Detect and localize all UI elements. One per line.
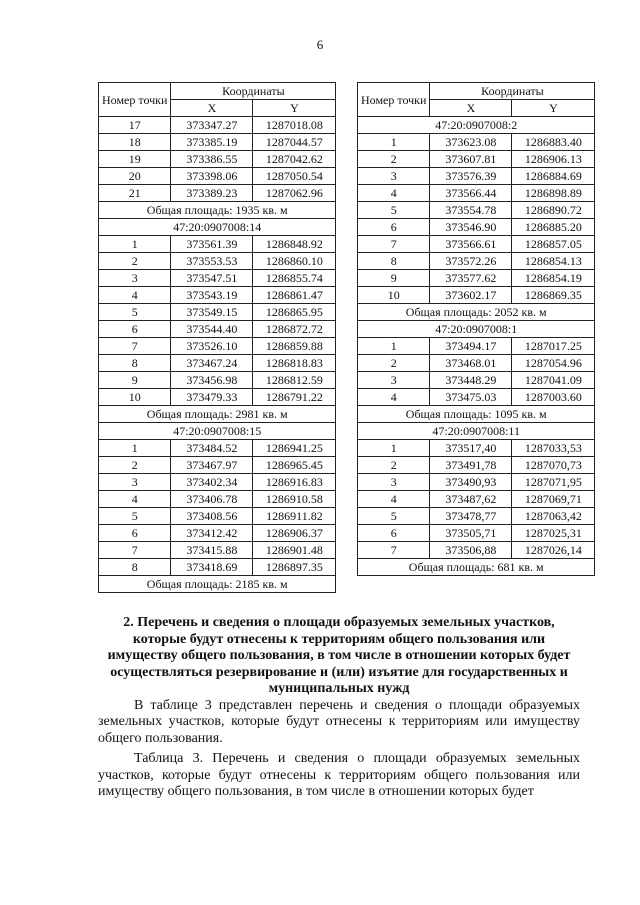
point-number: 1 xyxy=(358,134,430,151)
coord-y: 1286906.37 xyxy=(253,525,336,542)
total-area-row xyxy=(99,406,336,423)
header-coordinates: Координаты xyxy=(430,83,595,100)
header-y: Y xyxy=(253,100,336,117)
parcel-id-row xyxy=(358,321,595,338)
coord-y: 1286885.20 xyxy=(512,219,595,236)
coord-y: 1286901.48 xyxy=(253,542,336,559)
table-row xyxy=(358,270,595,287)
table-row xyxy=(99,134,336,151)
header-x: X xyxy=(430,100,512,117)
coord-y: 1286848.92 xyxy=(253,236,336,253)
coord-x: 373398.06 xyxy=(171,168,253,185)
total-area-row xyxy=(358,304,595,321)
total-area: Общая площадь: 2052 кв. м xyxy=(358,304,595,321)
parcel-id-row xyxy=(99,219,336,236)
paragraph: Таблица 3. Перечень и сведения о площади образуемых земельных участков, которые будут отнесены к территориям общего пользования или имуществу общего пользования, в том числе в отношении которых будет xyxy=(98,751,580,799)
point-number: 1 xyxy=(99,440,171,457)
point-number: 20 xyxy=(99,168,171,185)
table-row xyxy=(99,117,336,134)
point-number: 10 xyxy=(358,287,430,304)
point-number: 5 xyxy=(99,304,171,321)
coord-y: 1286884.69 xyxy=(512,168,595,185)
table-row xyxy=(99,253,336,270)
coord-x: 373484.52 xyxy=(171,440,253,457)
table-row xyxy=(99,168,336,185)
table-row xyxy=(358,202,595,219)
header-x: X xyxy=(171,100,253,117)
coord-y: 1286855.74 xyxy=(253,270,336,287)
table-row xyxy=(358,253,595,270)
coord-x: 373553.53 xyxy=(171,253,253,270)
coord-x: 373546.90 xyxy=(430,219,512,236)
coord-x: 373544.40 xyxy=(171,321,253,338)
point-number: 6 xyxy=(358,219,430,236)
coord-y: 1287042.62 xyxy=(253,151,336,168)
table-row xyxy=(358,236,595,253)
point-number: 3 xyxy=(358,474,430,491)
table-row xyxy=(99,559,336,576)
coord-x: 373506,88 xyxy=(430,542,512,559)
point-number: 18 xyxy=(99,134,171,151)
point-number: 3 xyxy=(99,474,171,491)
coord-x: 373487,62 xyxy=(430,491,512,508)
coord-y: 1287069,71 xyxy=(512,491,595,508)
table-row xyxy=(358,338,595,355)
total-area: Общая площадь: 2981 кв. м xyxy=(99,406,336,423)
point-number: 3 xyxy=(358,372,430,389)
table-row xyxy=(358,474,595,491)
coord-x: 373577.62 xyxy=(430,270,512,287)
coord-y: 1287017.25 xyxy=(512,338,595,355)
coord-x: 373566.61 xyxy=(430,236,512,253)
total-area: Общая площадь: 2185 кв. м xyxy=(99,576,336,593)
table-row xyxy=(358,134,595,151)
coord-x: 373467.24 xyxy=(171,355,253,372)
header-coordinates: Координаты xyxy=(171,83,336,100)
point-number: 19 xyxy=(99,151,171,168)
point-number: 8 xyxy=(358,253,430,270)
coord-x: 373490,93 xyxy=(430,474,512,491)
total-area-row xyxy=(99,576,336,593)
coord-y: 1287054.96 xyxy=(512,355,595,372)
table-row xyxy=(99,338,336,355)
table-row xyxy=(99,525,336,542)
point-number: 2 xyxy=(358,457,430,474)
point-number: 8 xyxy=(99,355,171,372)
total-area: Общая площадь: 681 кв. м xyxy=(358,559,595,576)
point-number: 3 xyxy=(99,270,171,287)
coord-x: 373576.39 xyxy=(430,168,512,185)
coord-y: 1286906.13 xyxy=(512,151,595,168)
coord-x: 373623.08 xyxy=(430,134,512,151)
table-row xyxy=(99,372,336,389)
point-number: 9 xyxy=(358,270,430,287)
coord-x: 373554.78 xyxy=(430,202,512,219)
table-row xyxy=(99,236,336,253)
coord-x: 373385.19 xyxy=(171,134,253,151)
coordinates-table-left xyxy=(98,82,336,593)
table-row xyxy=(99,389,336,406)
table-row xyxy=(99,270,336,287)
coord-x: 373566.44 xyxy=(430,185,512,202)
parcel-id-row xyxy=(99,423,336,440)
parcel-cadastral-number: 47:20:0907008:11 xyxy=(358,423,595,440)
coord-x: 373526.10 xyxy=(171,338,253,355)
table-row xyxy=(358,508,595,525)
coord-y: 1286857.05 xyxy=(512,236,595,253)
coord-y: 1286869.35 xyxy=(512,287,595,304)
coord-x: 373494.17 xyxy=(430,338,512,355)
table-row xyxy=(358,440,595,457)
section-2 xyxy=(98,615,580,801)
point-number: 8 xyxy=(99,559,171,576)
coord-y: 1286898.89 xyxy=(512,185,595,202)
coord-x: 373549.15 xyxy=(171,304,253,321)
coord-y: 1286791.22 xyxy=(253,389,336,406)
coord-y: 1287062.96 xyxy=(253,185,336,202)
coordinates-table-right xyxy=(357,82,595,576)
coord-x: 373491,78 xyxy=(430,457,512,474)
point-number: 6 xyxy=(99,525,171,542)
coord-y: 1287033,53 xyxy=(512,440,595,457)
point-number: 2 xyxy=(99,457,171,474)
coord-y: 1286818.83 xyxy=(253,355,336,372)
table-row xyxy=(99,491,336,508)
point-number: 1 xyxy=(99,236,171,253)
point-number: 1 xyxy=(358,338,430,355)
parcel-id-row xyxy=(358,117,595,134)
coord-x: 373448.29 xyxy=(430,372,512,389)
coord-y: 1287070,73 xyxy=(512,457,595,474)
table-row xyxy=(358,542,595,559)
table-row xyxy=(99,287,336,304)
total-area-row xyxy=(358,559,595,576)
header-point-number: Номер точки xyxy=(99,83,171,117)
point-number: 21 xyxy=(99,185,171,202)
table-row xyxy=(99,440,336,457)
total-area-row xyxy=(99,202,336,219)
coord-y: 1286860.10 xyxy=(253,253,336,270)
coord-x: 373347.27 xyxy=(171,117,253,134)
point-number: 4 xyxy=(358,491,430,508)
table-row xyxy=(358,525,595,542)
coord-x: 373602.17 xyxy=(430,287,512,304)
coord-y: 1286916.83 xyxy=(253,474,336,491)
coord-x: 373561.39 xyxy=(171,236,253,253)
section-heading: 2. Перечень и сведения о площади образуемых земельных участков, которые будут отнесены к территориям общего пользования или имуществу общего пользования, в том числе в отношении которых будет осуществляться резервирование и (или) изъятие для государственных и муниципальных нужд xyxy=(107,615,571,696)
header-y: Y xyxy=(512,100,595,117)
parcel-cadastral-number: 47:20:0907008:2 xyxy=(358,117,595,134)
point-number: 4 xyxy=(99,287,171,304)
point-number: 6 xyxy=(99,321,171,338)
table-row xyxy=(99,355,336,372)
point-number: 2 xyxy=(99,253,171,270)
coord-y: 1287025,31 xyxy=(512,525,595,542)
coord-y: 1287063,42 xyxy=(512,508,595,525)
total-area-row xyxy=(358,406,595,423)
point-number: 4 xyxy=(358,389,430,406)
coord-x: 373402.34 xyxy=(171,474,253,491)
point-number: 5 xyxy=(99,508,171,525)
coord-y: 1286854.19 xyxy=(512,270,595,287)
table-row xyxy=(99,321,336,338)
point-number: 2 xyxy=(358,151,430,168)
table-row xyxy=(358,287,595,304)
header-point-number: Номер точки xyxy=(358,83,430,117)
coord-x: 373505,71 xyxy=(430,525,512,542)
coord-y: 1286861.47 xyxy=(253,287,336,304)
coord-y: 1286965.45 xyxy=(253,457,336,474)
point-number: 4 xyxy=(358,185,430,202)
point-number: 2 xyxy=(358,355,430,372)
coord-y: 1286865.95 xyxy=(253,304,336,321)
coord-x: 373475.03 xyxy=(430,389,512,406)
coord-x: 373389.23 xyxy=(171,185,253,202)
table-row xyxy=(358,185,595,202)
coord-y: 1286883.40 xyxy=(512,134,595,151)
parcel-cadastral-number: 47:20:0907008:1 xyxy=(358,321,595,338)
coord-y: 1287071,95 xyxy=(512,474,595,491)
coord-x: 373543.19 xyxy=(171,287,253,304)
coord-x: 373418.69 xyxy=(171,559,253,576)
table-row xyxy=(358,457,595,474)
coord-x: 373572.26 xyxy=(430,253,512,270)
table-row xyxy=(358,219,595,236)
coord-y: 1286897.35 xyxy=(253,559,336,576)
coord-x: 373412.42 xyxy=(171,525,253,542)
coord-x: 373478,77 xyxy=(430,508,512,525)
coord-x: 373386.55 xyxy=(171,151,253,168)
coord-y: 1286890.72 xyxy=(512,202,595,219)
parcel-id-row xyxy=(358,423,595,440)
point-number: 7 xyxy=(99,542,171,559)
point-number: 5 xyxy=(358,202,430,219)
coord-x: 373517,40 xyxy=(430,440,512,457)
total-area: Общая площадь: 1095 кв. м xyxy=(358,406,595,423)
coord-y: 1287050.54 xyxy=(253,168,336,185)
coord-x: 373415.88 xyxy=(171,542,253,559)
point-number: 9 xyxy=(99,372,171,389)
coord-y: 1287003.60 xyxy=(512,389,595,406)
point-number: 7 xyxy=(99,338,171,355)
parcel-cadastral-number: 47:20:0907008:14 xyxy=(99,219,336,236)
total-area: Общая площадь: 1935 кв. м xyxy=(99,202,336,219)
coord-y: 1287044.57 xyxy=(253,134,336,151)
table-row xyxy=(99,508,336,525)
table-row xyxy=(99,151,336,168)
point-number: 7 xyxy=(358,236,430,253)
point-number: 5 xyxy=(358,508,430,525)
coord-y: 1287041.09 xyxy=(512,372,595,389)
coord-y: 1287026,14 xyxy=(512,542,595,559)
table-row xyxy=(358,151,595,168)
coord-x: 373479.33 xyxy=(171,389,253,406)
table-row xyxy=(99,185,336,202)
point-number: 3 xyxy=(358,168,430,185)
coord-x: 373607.81 xyxy=(430,151,512,168)
table-row xyxy=(358,355,595,372)
paragraph: В таблице 3 представлен перечень и сведения о площади образуемых земельных участков, которые будут отнесены к территориям или имуществу общего пользования. xyxy=(98,697,580,746)
table-row xyxy=(99,457,336,474)
point-number: 6 xyxy=(358,525,430,542)
parcel-cadastral-number: 47:20:0907008:15 xyxy=(99,423,336,440)
point-number: 7 xyxy=(358,542,430,559)
coord-y: 1286911.82 xyxy=(253,508,336,525)
coord-x: 373547.51 xyxy=(171,270,253,287)
coord-y: 1286812.59 xyxy=(253,372,336,389)
coord-x: 373467.97 xyxy=(171,457,253,474)
table-row xyxy=(99,304,336,321)
coord-y: 1287018.08 xyxy=(253,117,336,134)
table-row xyxy=(358,168,595,185)
coord-x: 373408.56 xyxy=(171,508,253,525)
table-row xyxy=(99,542,336,559)
point-number: 4 xyxy=(99,491,171,508)
table-row xyxy=(358,491,595,508)
coord-y: 1286941.25 xyxy=(253,440,336,457)
table-row xyxy=(99,474,336,491)
coord-y: 1286872.72 xyxy=(253,321,336,338)
coord-y: 1286910.58 xyxy=(253,491,336,508)
coord-x: 373406.78 xyxy=(171,491,253,508)
table-row xyxy=(358,372,595,389)
coord-x: 373468.01 xyxy=(430,355,512,372)
table-row xyxy=(358,389,595,406)
point-number: 1 xyxy=(358,440,430,457)
coord-y: 1286854.13 xyxy=(512,253,595,270)
coord-y: 1286859.88 xyxy=(253,338,336,355)
coord-x: 373456.98 xyxy=(171,372,253,389)
page-number: 6 xyxy=(316,37,324,52)
point-number: 17 xyxy=(99,117,171,134)
point-number: 10 xyxy=(99,389,171,406)
